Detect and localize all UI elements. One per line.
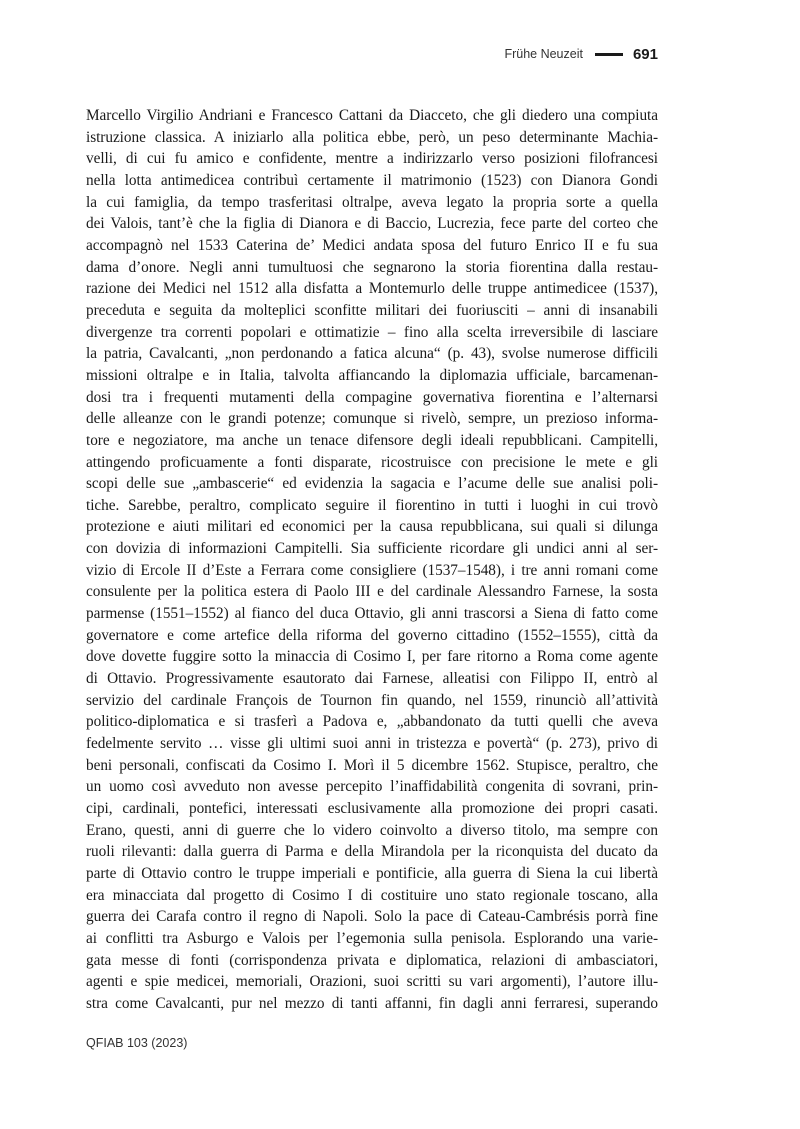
text-line: di Ottavio. Progressivamente esautorato dai Farnese, alleatisi con Filippo II, entrò al xyxy=(86,670,658,688)
text-line: protezione e aiuti militari ed economici per la causa repubblicana, sui quali si dilunga xyxy=(86,518,658,536)
text-line: attingendo proficuamente a fonti disparate, ricostruisce con precisione le mete e gli xyxy=(86,453,658,471)
text-line: tiche. Sarebbe, peraltro, complicato seguire il fiorentino in tutti i luoghi in cui trovò xyxy=(86,496,658,514)
text-line: missioni oltralpe e in Italia, talvolta affiancando la diplomazia ufficiale, barcamenan- xyxy=(86,366,658,384)
text-line: parte di Ottavio contro le truppe imperiali e pontificie, alla guerra di Siena la cui libertà xyxy=(86,864,658,882)
text-line: la patria, Cavalcanti, „non perdonando a fatica alcuna“ (p. 43), svolse numerose difficili xyxy=(86,345,658,363)
text-line: ai conflitti tra Asburgo e Valois per l’egemonia sulla penisola. Esplorando una varie- xyxy=(86,929,658,947)
text-line: servizio del cardinale François de Tournon fin quando, nel 1559, rinunciò all’attività xyxy=(86,691,658,709)
text-line: divergenze tra correnti popolari e ottimatizie – fino alla scelta irreversibile di lasciare xyxy=(86,323,658,341)
text-line: vizio di Ercole II d’Este a Ferrara come consigliere (1537–1548), i tre anni romani come xyxy=(86,561,658,579)
text-line: era minacciata dal progetto di Cosimo I di costituire uno stato regionale toscano, alla xyxy=(86,886,658,904)
text-line: ruoli rilevanti: dalla guerra di Parma e della Mirandola per la riconquista del ducato da xyxy=(86,843,658,861)
text-line: stra come Cavalcanti, pur nel mezzo di tanti affanni, fin dagli anni ferraresi, superando xyxy=(86,994,658,1012)
text-line: la cui famiglia, da tempo trasferitasi oltralpe, aveva legato la propria sorte a quella xyxy=(86,193,658,211)
text-line: con dovizia di informazioni Campitelli. Sia sufficiente ricordare gli undici anni al ser- xyxy=(86,540,658,558)
text-line: agenti e spie medicei, memoriali, Orazioni, suoi scritti su vari argomenti), l’autore illu- xyxy=(86,973,658,991)
text-line: delle alleanze con le grandi potenze; comunque si rivelò, sempre, un prezioso informa- xyxy=(86,410,658,428)
text-line: scopi delle sue „ambascerie“ ed evidenzia la sagacia e l’acume delle sue analisi poli- xyxy=(86,475,658,493)
page-number: 691 xyxy=(632,45,658,63)
text-line: dove dovette fuggire sotto la minaccia di Cosimo I, per fare ritorno a Roma come agente xyxy=(86,648,658,666)
text-line: Erano, questi, anni di guerre che lo videro coinvolto a diverso titolo, ma sempre con xyxy=(86,821,658,839)
text-line: guerra dei Carafa contro il regno di Napoli. Solo la pace di Cateau-Cambrésis porrà fine xyxy=(86,908,658,926)
text-line: parmense (1551–1552) al fianco del duca Ottavio, gli anni trascorsi a Siena di fatto come xyxy=(86,605,658,623)
section-title: Frühe Neuzeit xyxy=(504,47,583,61)
text-line: governatore e come artefice della riforma del governo cittadino (1552–1555), città da xyxy=(86,626,658,644)
text-line: cipi, cardinali, pontefici, interessati esclusivamente alla promozione dei propri casati. xyxy=(86,800,658,817)
text-line: dei Valois, tant’è che la figlia di Dianora e di Baccio, Lucrezia, fece parte del corteo che xyxy=(86,215,658,233)
running-head xyxy=(504,44,658,64)
journal-footer: QFIAB 103 (2023) xyxy=(86,1036,188,1050)
text-line: razione dei Medici nel 1512 alla disfatta a Montemurlo delle truppe antimedicee (1537), xyxy=(86,280,658,298)
text-line: tore e negoziatore, ma anche un tenace difensore degli ideali repubblicani. Campitelli, xyxy=(86,431,658,449)
body-text xyxy=(86,105,658,1015)
text-line: Marcello Virgilio Andriani e Francesco Cattani da Diacceto, che gli diedero una compiuta xyxy=(86,107,658,124)
header-rule xyxy=(595,53,623,56)
text-line: nella lotta antimedicea contribuì certamente il matrimonio (1523) con Dianora Gondi xyxy=(86,171,658,189)
text-line: accompagnò nel 1533 Caterina de’ Medici andata sposa del futuro Enrico II e fu sua xyxy=(86,236,658,254)
text-line: consulente per la politica estera di Paolo III e del cardinale Alessandro Farnese, la sosta xyxy=(86,583,658,601)
text-line: politico-diplomatica e si trasferì a Padova e, „abbandonato da tutti quelli che aveva xyxy=(86,713,658,731)
text-line: dama d’onore. Negli anni tumultuosi che segnarono la storia fiorentina dalla restau- xyxy=(86,258,658,276)
text-line: istruzione classica. A iniziarlo alla politica ebbe, però, un peso determinante Machia- xyxy=(86,128,658,146)
text-line: preceduta e seguita da molteplici sconfitte militari dei fuoriusciti – anni di insanabili xyxy=(86,301,658,319)
text-line: fedelmente servito … visse gli ultimi suoi anni in tristezza e povertà“ (p. 273), privo di xyxy=(86,735,658,753)
text-line: un uomo così avveduto non avesse percepito l’inaffidabilità congenita di sovrani, prin- xyxy=(86,778,658,796)
text-line: gata messe di fonti (corrispondenza privata e diplomatica, relazioni di ambasciatori, xyxy=(86,951,658,969)
text-line: beni personali, confiscati da Cosimo I. Morì il 5 dicembre 1562. Stupisce, peraltro, che xyxy=(86,756,658,774)
text-line: velli, di cui fu amico e confidente, mentre a indirizzarlo verso posizioni filofrancesi xyxy=(86,150,658,168)
text-line: dosi tra i frequenti mutamenti della compagine governativa fiorentina e l’alternarsi xyxy=(86,388,658,406)
